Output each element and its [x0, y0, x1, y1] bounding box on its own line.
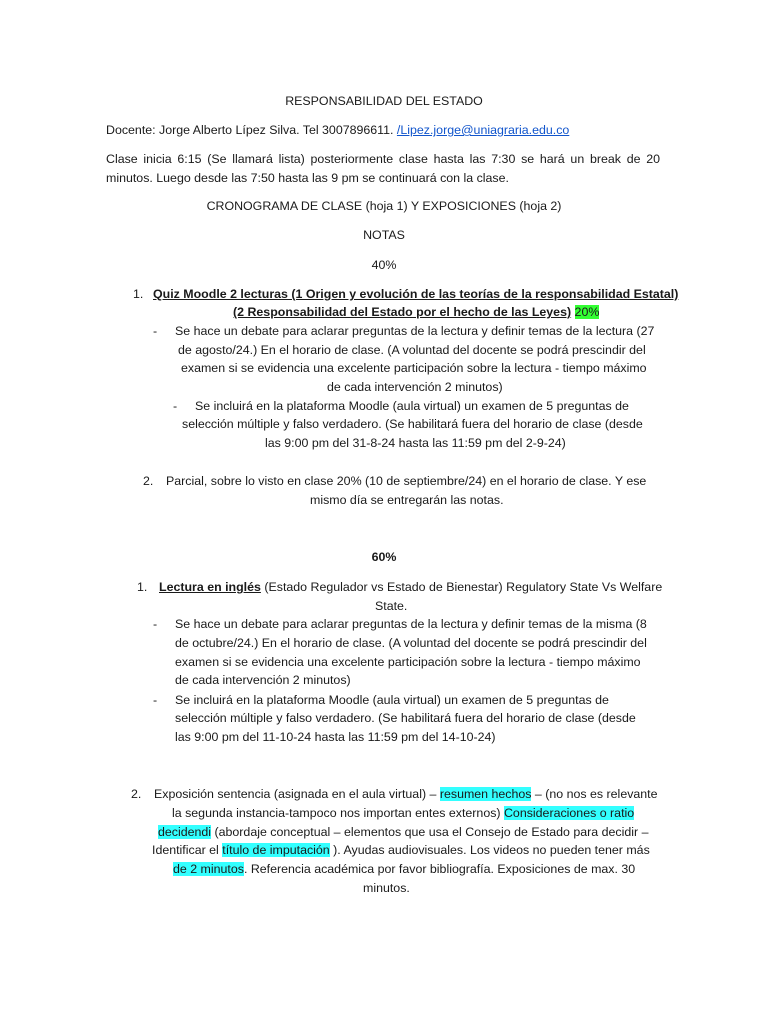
s2-item2-l1a: Exposición sentencia (asignada en el aula virtual) – — [154, 787, 440, 801]
s1-bullet1-line2: de agosto/24.) En el horario de clase. (A voluntad del docente se podrá prescindir del — [178, 343, 646, 357]
s1-bullet2-line2: selección múltiple y falso verdadero. (Se habilitará fuera del horario de clase (desde — [182, 417, 643, 431]
s2-item2-l1b: – (no nos es relevante — [531, 787, 658, 801]
s2-item1-line2: State. — [375, 599, 408, 613]
s1-bullet1-line3: examen si se evidencia una excelente participación sobre la lectura - tiempo máximo — [181, 361, 647, 375]
cronograma-heading: CRONOGRAMA DE CLASE (hoja 1) Y EXPOSICIONES (hoja 2) — [206, 199, 562, 213]
clase-line-2: minutos. Luego desde las 7:50 hasta las 9 pm se continuará con la clase. — [106, 171, 509, 185]
s1-item2-number: 2. — [143, 474, 154, 488]
s2-item2-l4a: Identificar el — [152, 843, 223, 857]
s2-item2-l5b: . Referencia académica por favor bibliografía. Exposiciones de max. 30 — [243, 862, 636, 876]
document-title: RESPONSABILIDAD DEL ESTADO — [285, 94, 483, 108]
s2-item2-line1 — [154, 785, 658, 803]
s2-item2-l4b: ). Ayudas audiovisuales. Los videos no pueden tener más — [329, 843, 650, 857]
s2-item1-line1 — [159, 578, 662, 596]
s2-item1-title: Lectura en inglés — [159, 580, 261, 594]
s1-item1-title-line2-wrap — [233, 303, 599, 321]
email-link[interactable]: /Lipez.jorge@uniagraria.edu.co — [396, 123, 570, 137]
section2-percent: 60% — [371, 550, 397, 564]
s2-bullet1-line4: de cada intervención 2 minutos) — [175, 673, 351, 687]
s2-item2-number: 2. — [131, 787, 142, 801]
highlight-resumen-hechos: resumen hechos — [439, 787, 532, 801]
s2-bullet2-dash: - — [153, 693, 158, 707]
s1-bullet1-line4: de cada intervención 2 minutos) — [327, 380, 503, 394]
clase-line-1: Clase inicia 6:15 (Se llamará lista) posteriormente clase hasta las 7:30 se hará un break de 20 — [106, 152, 660, 166]
s1-item1-title-line2: (2 Responsabilidad del Estado por el hecho de las Leyes) — [233, 305, 572, 319]
highlight-decidendi: decidendi — [158, 825, 212, 839]
s2-item1-rest: (Estado Regulador vs Estado de Bienestar) Regulatory State Vs Welfare — [260, 580, 663, 594]
highlight-titulo-imputacion: título de imputación — [222, 843, 330, 857]
s2-item2-l3b: (abordaje conceptual – elementos que usa el Consejo de Estado para decidir – — [211, 825, 649, 839]
s1-item2-line1: Parcial, sobre lo visto en clase 20% (10 de septiembre/24) en el horario de clase. Y ese — [166, 474, 647, 488]
highlight-consideraciones: Consideraciones o ratio — [503, 806, 635, 820]
s2-item2-l2a: la segunda instancia-tampoco nos importan entes externos) — [172, 806, 504, 820]
s1-bullet1-line1: Se hace un debate para aclarar preguntas de la lectura y definir temas de la lectura (27 — [175, 324, 655, 338]
notas-heading: NOTAS — [363, 228, 405, 242]
s1-bullet2-dash: - — [173, 399, 178, 413]
s2-bullet1-dash: - — [153, 617, 158, 631]
s2-bullet1-line3: examen si se evidencia una excelente participación sobre la lectura - tiempo máximo — [175, 655, 641, 669]
s2-item2-line2 — [172, 804, 634, 822]
s2-bullet2-line3: las 9:00 pm del 11-10-24 hasta las 11:59 pm del 14-10-24) — [175, 730, 496, 744]
s2-item2-line5 — [173, 860, 635, 878]
s2-item2-line6: minutos. — [363, 881, 410, 895]
docente-line — [106, 121, 569, 139]
s1-bullet2-line3: las 9:00 pm del 31-8-24 hasta las 11:59 pm del 2-9-24) — [265, 436, 566, 450]
s2-item2-line4 — [152, 841, 650, 859]
s2-bullet1-line1: Se hace un debate para aclarar preguntas de la lectura y definir temas de la misma (8 — [175, 617, 647, 631]
s1-item1-number: 1. — [133, 287, 144, 301]
s2-bullet2-line1: Se incluirá en la plataforma Moodle (aula virtual) un examen de 5 preguntas de — [175, 693, 609, 707]
s2-bullet1-line2: de octubre/24.) En el horario de clase. (A voluntad del docente se podrá prescindir del — [175, 636, 647, 650]
highlight-dos-minutos: de 2 minutos — [173, 862, 244, 876]
section1-percent: 40% — [371, 258, 397, 272]
s2-bullet2-line2: selección múltiple y falso verdadero. (Se habilitará fuera del horario de clase (desde — [175, 711, 636, 725]
s1-bullet2-line1: Se incluirá en la plataforma Moodle (aula virtual) un examen de 5 preguntas de — [195, 399, 629, 413]
s1-item1-badge: 20% — [574, 305, 600, 319]
s2-item1-number: 1. — [137, 580, 148, 594]
s1-item1-title-line1: Quiz Moodle 2 lecturas (1 Origen y evolución de las teorías de la responsabilidad Estatal) — [153, 287, 679, 301]
s2-item2-line3 — [158, 823, 648, 841]
docente-text: Docente: Jorge Alberto Lípez Silva. Tel 3007896611. — [106, 123, 397, 137]
s1-item2-line2: mismo día se entregarán las notas. — [310, 493, 504, 507]
s1-bullet1-dash: - — [153, 324, 158, 338]
